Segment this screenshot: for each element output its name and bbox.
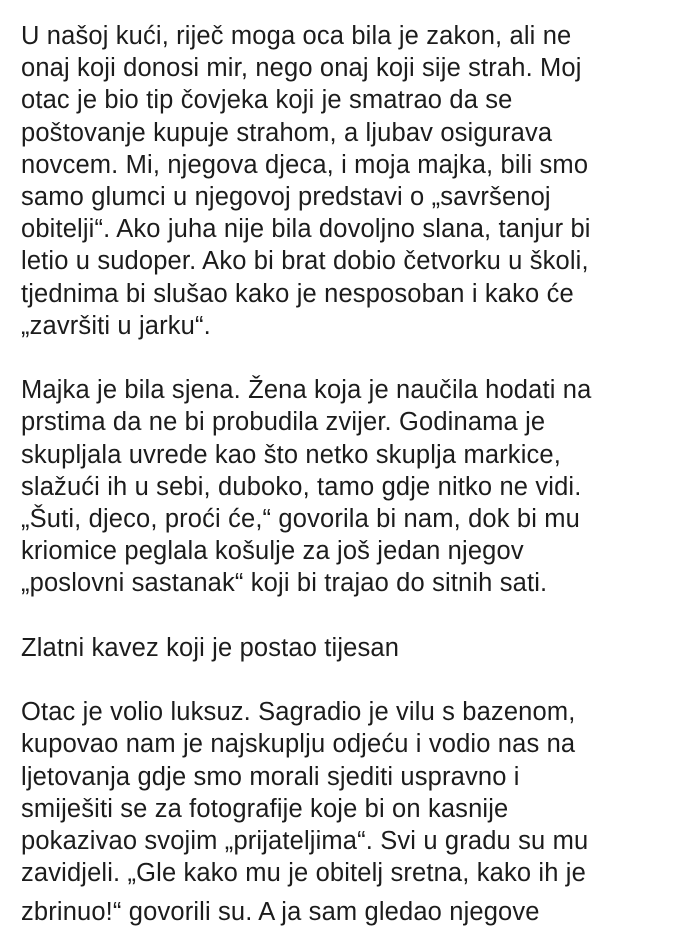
post-text bbox=[21, 20, 681, 889]
cut-off-line-container bbox=[0, 896, 696, 930]
paragraph-2 bbox=[21, 374, 681, 599]
text-line: smiješiti se za fotografije koje bi on kasnije bbox=[21, 794, 509, 823]
text-line: „završiti u jarku“. bbox=[21, 311, 211, 340]
text-line: kriomice peglala košulje za još jedan njegov bbox=[21, 537, 524, 566]
text-line: Otac je volio luksuz. Sagradio je vilu s bazenom, bbox=[21, 698, 576, 727]
text-line: skupljala uvrede kao što netko skuplja markice, bbox=[21, 440, 561, 469]
text-line: pokazivao svojim „prijateljima“. Svi u gradu su mu bbox=[21, 827, 589, 856]
text-line: zavidjeli. „Gle kako mu je obitelj sretna, kako ih je bbox=[21, 859, 586, 888]
text-line: letio u sudoper. Ako bi brat dobio četvorku u školi, bbox=[21, 247, 589, 276]
paragraph-spacer bbox=[21, 600, 681, 632]
section-heading bbox=[21, 632, 681, 664]
paragraph-3 bbox=[21, 696, 681, 889]
text-line: poštovanje kupuje strahom, a ljubav osigurava bbox=[21, 118, 553, 147]
text-line: prstima da ne bi probudila zvijer. Godinama je bbox=[21, 408, 546, 437]
text-line: slažući ih u sebi, duboko, tamo gdje nitko ne vidi. bbox=[21, 472, 582, 501]
text-line: onaj koji donosi mir, nego onaj koji sije strah. Moj bbox=[21, 54, 582, 83]
text-line: tjednima bi slušao kako je nesposoban i kako će bbox=[21, 279, 574, 308]
text-line: „poslovni sastanak“ koji bi trajao do sitnih sati. bbox=[21, 569, 548, 598]
paragraph-spacer bbox=[21, 342, 681, 374]
text-line: otac je bio tip čovjeka koji je smatrao da se bbox=[21, 86, 513, 115]
cut-off-text-line: zbrinuo!“ govorili su. A ja sam gledao njegove bbox=[21, 898, 540, 926]
text-line: U našoj kući, riječ moga oca bila je zakon, ali ne bbox=[21, 22, 572, 50]
text-line: Majka je bila sjena. Žena koja je naučila hodati na bbox=[21, 376, 592, 405]
text-line: ljetovanja gdje smo morali sjediti uspravno i bbox=[21, 762, 520, 791]
paragraph-spacer bbox=[21, 664, 681, 696]
text-line: novcem. Mi, njegova djeca, i moja majka, bili smo bbox=[21, 150, 589, 179]
text-line: obitelji“. Ako juha nije bila dovoljno slana, tanjur bi bbox=[21, 215, 591, 244]
text-line: „Šuti, djeco, proći će,“ govorila bi nam, dok bi mu bbox=[21, 505, 580, 534]
heading-text: Zlatni kavez koji je postao tijesan bbox=[21, 633, 400, 662]
text-line: samo glumci u njegovoj predstavi o „savršenoj bbox=[21, 183, 551, 212]
paragraph-1 bbox=[21, 20, 681, 342]
text-line: kupovao nam je najskuplju odjeću i vodio nas na bbox=[21, 730, 576, 759]
